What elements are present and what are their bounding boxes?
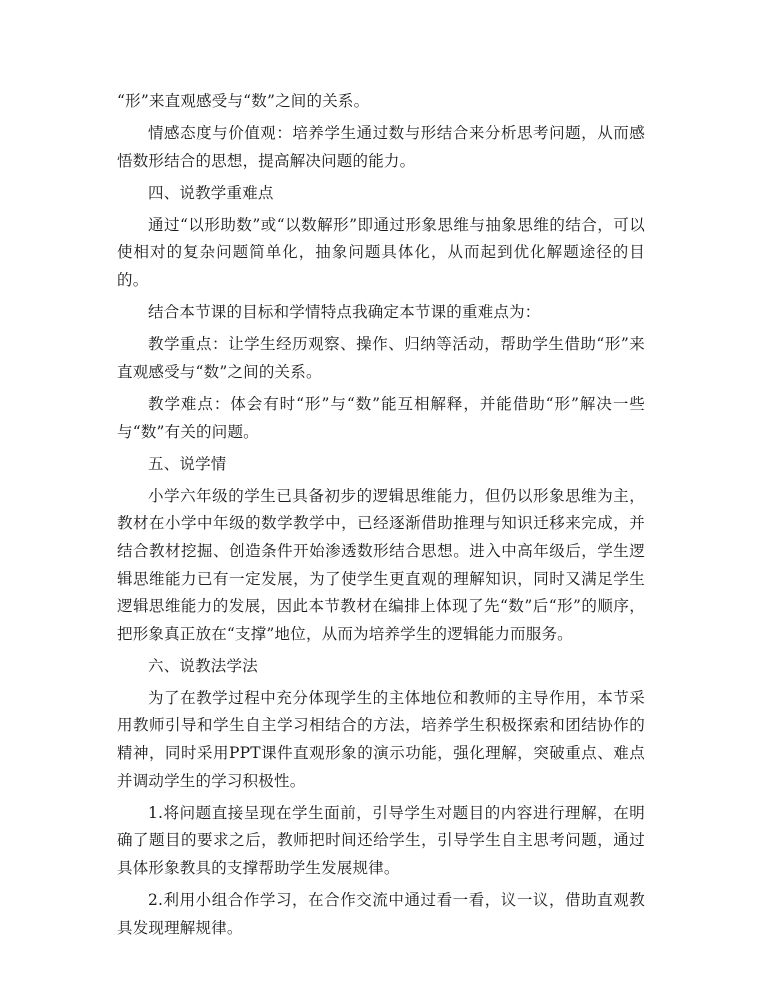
paragraph-shape-number-method: 通过“以形助数”或“以数解形”即通过形象思维与抽象思维的结合，可以使相对的复杂问题简单化，抽象问题具体化，从而起到优化解题途径的目的。 [117, 215, 645, 290]
document-page [117, 88, 645, 947]
paragraph-teaching-difficult-point: 教学难点：体会有时“形”与“数”能互相解释，并能借助“形”解决一些与“数”有关的问题。 [117, 394, 645, 441]
paragraph-continuation: “形”来直观感受与“数”之间的关系。 [117, 92, 370, 110]
section-heading-key-difficult-points: 四、说教学重难点 [148, 183, 274, 202]
paragraph-student-situation: 小学六年级的学生已具备初步的逻辑思维能力，但仍以形象思维为主，教材在小学中年级的数学教学中，已经逐渐借助推理与知识迁移来完成，并结合教材挖掘、创造条件开始渗透数形结合思想。进入中高年级后，学生逻辑思维能力已有一定发展，为了使学生更直观的理解知识，同时又满足学生逻辑思维能力的发展，因此本节教材在编排上体现了先“数”后“形”的顺序，把形象真正放在“支撑”地位，从而为培养学生的逻辑能力而服务。 [117, 486, 645, 643]
section-heading-teaching-methods: 六、说教法学法 [148, 656, 258, 675]
section-heading-student-situation: 五、说学情 [148, 454, 227, 473]
paragraph-teaching-methods: 为了在教学过程中充分体现学生的主体地位和教师的主导作用，本节采用教师引导和学生自主学习相结合的方法，培养学生积极探索和团结协作的精神，同时采用PPT课件直观形象的演示功能，强化理解，突破重点、难点并调动学生的学习积极性。 [117, 688, 645, 790]
paragraph-method-item-2: 2.利用小组合作学习，在合作交流中通过看一看，议一议，借助直观教具发现理解规律。 [117, 891, 645, 937]
paragraph-attitude-values: 情感态度与价值观：培养学生通过数与形结合来分析思考问题，从而感悟数形结合的思想，提高解决问题的能力。 [117, 124, 645, 170]
paragraph-determine-points: 结合本节课的目标和学情特点我确定本节课的重难点为： [148, 303, 541, 322]
paragraph-teaching-key-point: 教学重点：让学生经历观察、操作、归纳等活动，帮助学生借助“形”来直观感受与“数”之间的关系。 [117, 335, 645, 381]
paragraph-method-item-1: 1.将问题直接呈现在学生面前，引导学生对题目的内容进行理解，在明确了题目的要求之后，教师把时间还给学生，引导学生自主思考问题，通过具体形象教具的支撑帮助学生发展规律。 [117, 803, 645, 877]
